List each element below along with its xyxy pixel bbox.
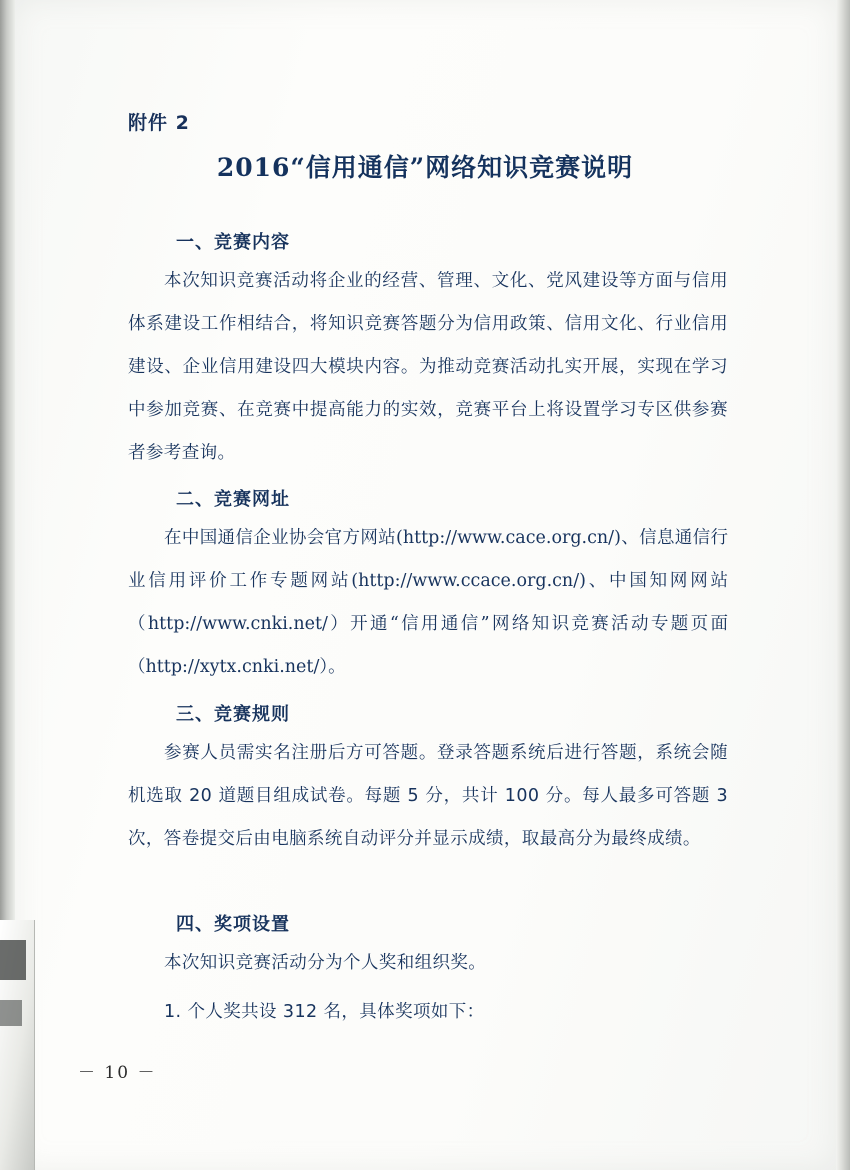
attachment-label: 附件 2 <box>128 112 190 134</box>
section-competition-rules <box>128 700 728 861</box>
section-awards <box>128 910 728 1034</box>
section-4-paragraph-2: 1. 个人奖共设 312 名，具体奖项如下： <box>164 1002 485 1022</box>
section-competition-url <box>128 485 728 689</box>
section-competition-content <box>128 228 728 475</box>
section-2-paragraph-1: 在中国通信企业协会官方网站(http://www.cace.org.cn/)、信息通信行业信用评价工作专题网站(http://www.ccace.org.cn/)、中国知网网站（http://www.cnki.net/）开通“信用通信”网络知识竞赛活动专题页面（http://xytx.cnki.net/）。 <box>128 528 728 677</box>
section-heading-1: 一、竞赛内容 <box>176 232 290 253</box>
section-4-paragraph-1: 本次知识竞赛活动分为个人奖和组织奖。 <box>164 953 487 973</box>
section-heading-4: 四、奖项设置 <box>176 914 290 935</box>
section-1-paragraph-1: 本次知识竞赛活动将企业的经营、管理、文化、党风建设等方面与信用体系建设工作相结合，将知识竞赛答题分为信用政策、信用文化、行业信用建设、企业信用建设四大模块内容。为推动竞赛活动扎实开展，实现在学习中参加竞赛、在竞赛中提高能力的实效，竞赛平台上将设置学习专区供参赛者参考查询。 <box>128 271 728 463</box>
page-title: 2016“信用通信”网络知识竞赛说明 <box>216 153 634 182</box>
section-heading-2: 二、竞赛网址 <box>176 489 290 510</box>
page-number: － 10 － <box>78 1063 157 1083</box>
section-3-paragraph-1: 参赛人员需实名注册后方可答题。登录答题系统后进行答题，系统会随机选取 20 道题目组成试卷。每题 5 分，共计 100 分。每人最多可答题 3 次，答卷提交后由电脑系统自动评分并显示成绩，取最高分为最终成绩。 <box>128 743 728 849</box>
section-heading-3: 三、竞赛规则 <box>176 704 290 725</box>
